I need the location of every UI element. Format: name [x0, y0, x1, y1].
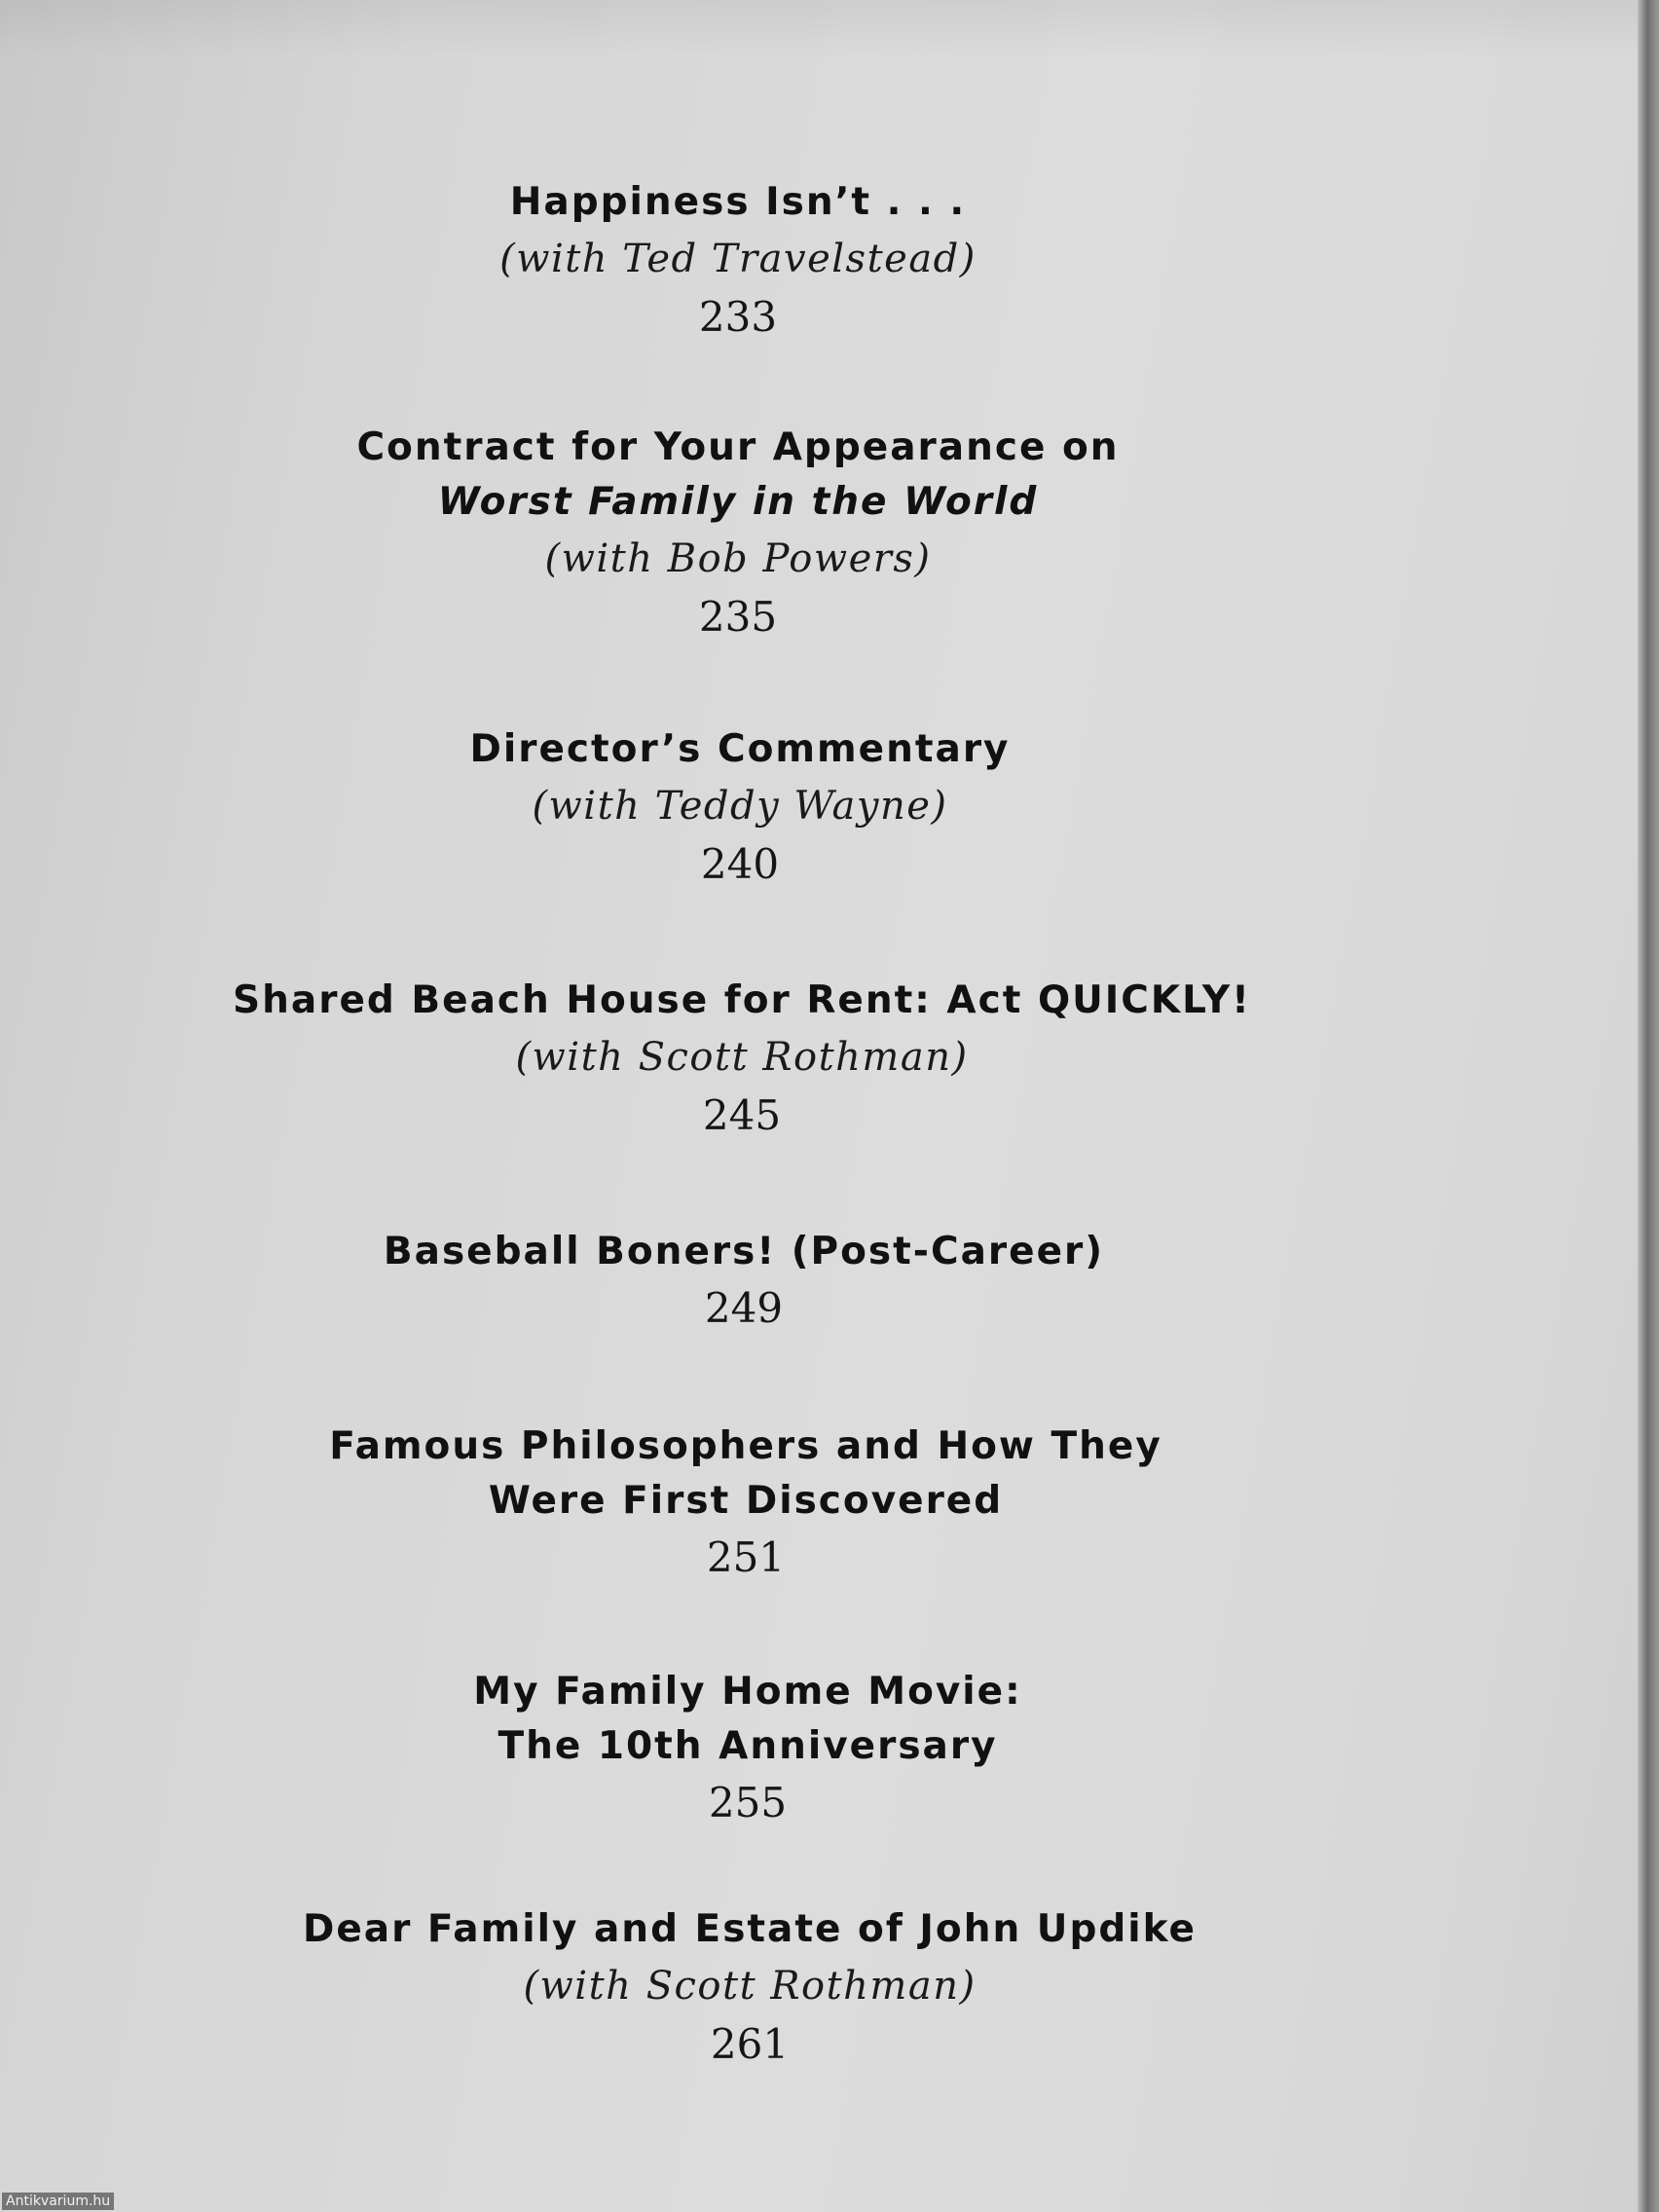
entry-page-number: 261	[710, 2020, 790, 2068]
entry-title: Were First Discovered	[488, 1479, 1004, 1523]
watermark: Antikvarium.hu	[2, 2193, 114, 2210]
entry-byline: (with Bob Powers)	[544, 536, 932, 581]
page-edge-shadow	[1638, 0, 1659, 2212]
entry-title: Famous Philosophers and How They	[329, 1424, 1162, 1468]
entry-page-number: 255	[708, 1779, 788, 1826]
entry-page-number: 233	[698, 293, 778, 341]
toc-entry-7	[18, 1665, 1478, 1832]
entry-title: Director’s Commentary	[469, 727, 1011, 771]
entry-title: Shared Beach House for Rent: Act QUICKLY!	[233, 978, 1251, 1022]
entry-title: Dear Family and Estate of John Updike	[302, 1907, 1198, 1951]
entry-page-number: 249	[704, 1284, 784, 1332]
toc-entry-5	[14, 1225, 1474, 1338]
toc-entry-4	[12, 974, 1472, 1145]
entry-title-italic: Worst Family in the World	[437, 480, 1039, 524]
entry-title: Contract for Your Appearance on	[356, 425, 1120, 469]
entry-byline: (with Ted Travelstead)	[499, 237, 977, 281]
entry-title: The 10th Anniversary	[498, 1724, 998, 1768]
entry-byline: (with Scott Rothman)	[523, 1964, 977, 2009]
entry-byline: (with Teddy Wayne)	[532, 784, 948, 829]
entry-page-number: 235	[698, 593, 778, 641]
toc-entry-2	[8, 421, 1468, 646]
entry-page-number: 245	[702, 1091, 782, 1139]
entry-byline: (with Scott Rothman)	[515, 1035, 969, 1080]
toc-entry-6	[16, 1419, 1476, 1587]
entry-title: Baseball Boners! (Post-Career)	[383, 1230, 1105, 1273]
entry-page-number: 240	[700, 840, 780, 888]
entry-page-number: 251	[706, 1533, 786, 1581]
toc-entry-8	[19, 1902, 1480, 2074]
toc-entry-1	[8, 175, 1468, 347]
toc-entry-3	[10, 722, 1470, 894]
entry-title: Happiness Isn’t . . .	[509, 180, 967, 224]
entry-title: My Family Home Movie:	[473, 1670, 1022, 1714]
